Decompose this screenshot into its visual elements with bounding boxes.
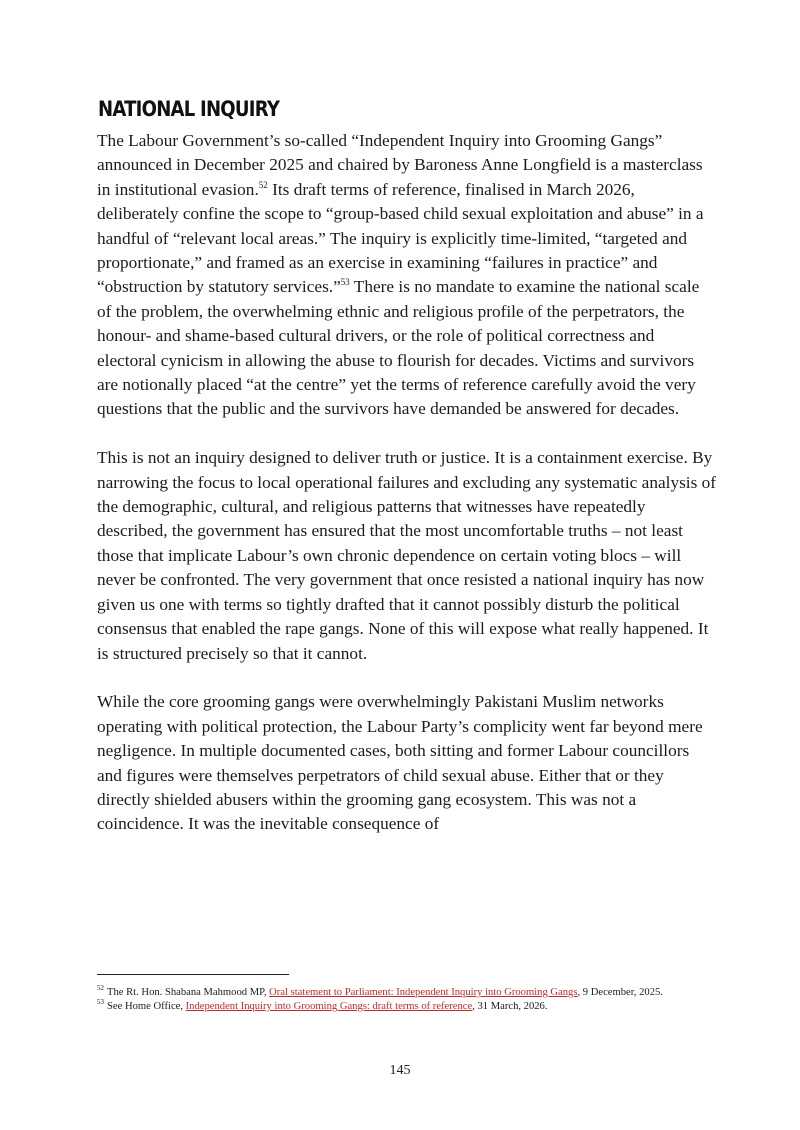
paragraph-1-text-2: Its draft terms of reference, finalised in March 2026, deliberately confine the scope to “group-based child sexual exploitation and abuse” in a handful of “relevant local areas.” The inquiry is explicitly time-limited, “targeted and proportionate,” and framed as an exercise in examining “failures in practice” and “obstruction by statutory services.” [97, 179, 704, 297]
footnote-number: 53 [97, 998, 104, 1007]
footnote-text: The Rt. Hon. Shabana Mahmood MP, [107, 987, 270, 998]
footnote-52 [97, 986, 697, 1000]
paragraph-1-text-3: There is no mandate to examine the national scale of the problem, the overwhelming ethnic and religious profile of the perpetrators, the honour- and shame-based cultural drivers, or the role of political correctness and electoral cynicism in allowing the abuse to flourish for decades. Victims and survivors are notionally placed “at the centre” yet the terms of reference carefully avoid the very questions that the public and the survivors have demanded be answered for decades. [97, 277, 700, 419]
body-text [97, 129, 717, 861]
footnote-link-oral-statement[interactable]: Oral statement to Parliament: Independent Inquiry into Grooming Gangs [269, 987, 578, 998]
footnote-ref-52[interactable]: 52 [258, 180, 268, 191]
footnote-number: 52 [97, 984, 104, 993]
footnotes [97, 986, 697, 1014]
footnote-divider [97, 974, 289, 975]
page-number: 145 [389, 1063, 411, 1078]
footnote-53 [97, 1000, 697, 1014]
footnote-text: See Home Office, [107, 1001, 186, 1012]
footnote-text: , 9 December, 2025. [577, 987, 663, 998]
footnote-link-terms-of-reference[interactable]: Independent Inquiry into Grooming Gangs: draft terms of reference [185, 1001, 473, 1012]
footnote-ref-53[interactable]: 53 [340, 277, 350, 288]
paragraph-3: While the core grooming gangs were overwhelmingly Pakistani Muslim networks operating with political protection, the Labour Party’s complicity went far beyond mere negligence. In multiple documented cases, both sitting and former Labour councillors and figures were themselves perpetrators of child sexual abuse. Either that or they directly shielded abusers within the grooming gang ecosystem. This was not a coincidence. It was the inevitable consequence of [97, 692, 703, 834]
paragraph-2: This is not an inquiry designed to deliver truth or justice. It is a containment exercise. By narrowing the focus to local operational failures and excluding any systematic analysis of the demographic, cultural, and religious patterns that witnesses have repeatedly described, the government has ensured that the most uncomfortable truths – not least those that implicate Labour’s own chronic dependence on certain voting blocs – will never be confronted. The very government that once resisted a national inquiry has now given us one with terms so tightly drafted that it cannot possibly disturb the political consensus that enabled the rape gangs. None of this will expose what really happened. It is structured precisely so that it cannot. [97, 448, 717, 663]
paragraph-1 [97, 129, 717, 422]
paragraph-1-text: The Labour Government’s so-called “Independent Inquiry into Grooming Gangs” announced in December 2025 and chaired by Baroness Anne Longfield is a masterclass in institutional evasion. [97, 131, 703, 199]
section-heading: NATIONAL INQUIRY [98, 97, 280, 121]
footnote-text: , 31 March, 2026. [472, 1001, 548, 1012]
